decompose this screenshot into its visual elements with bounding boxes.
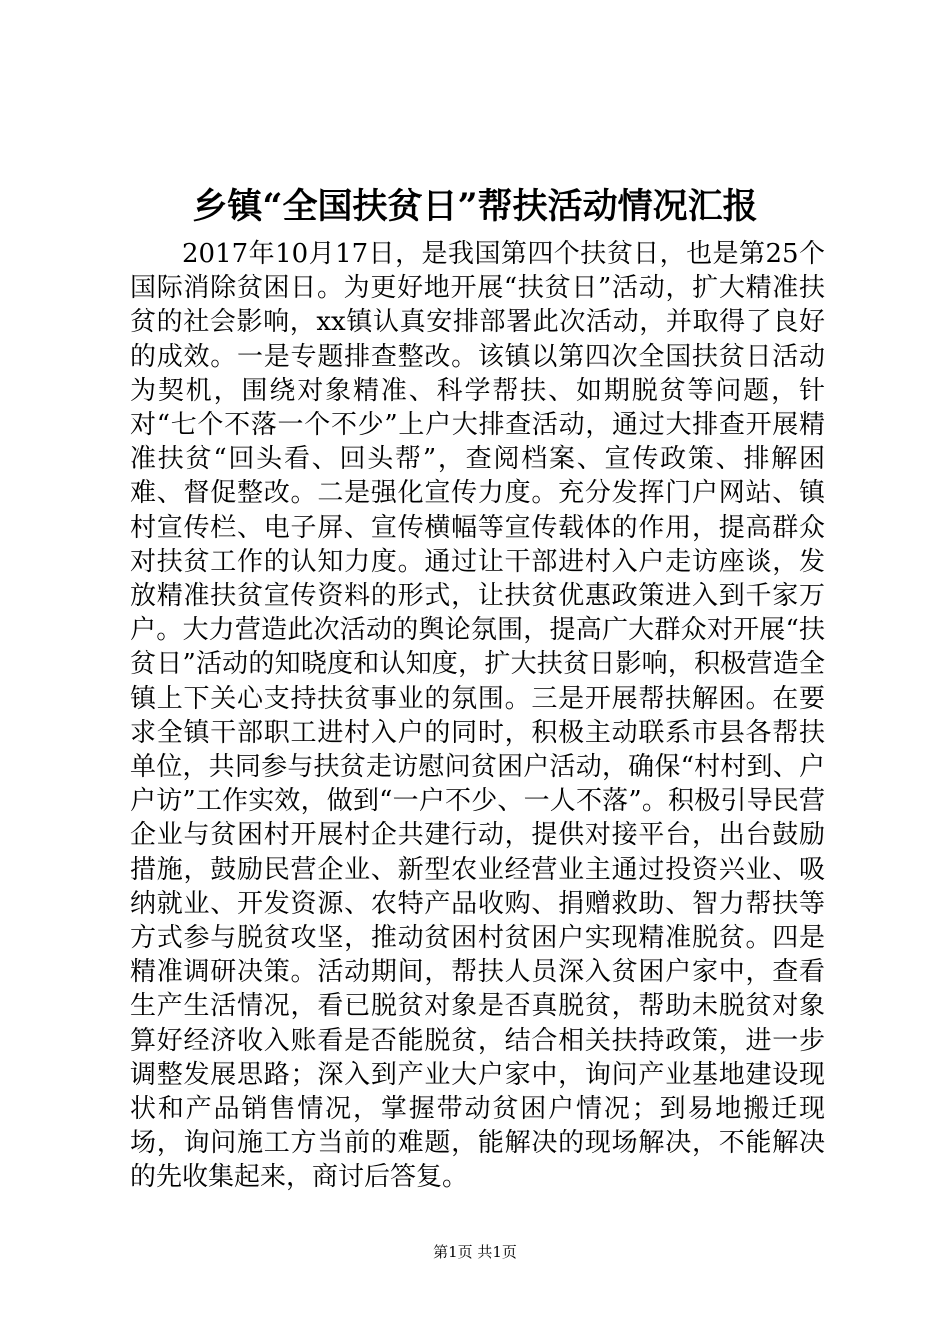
document-title: 乡镇“全国扶贫日”帮扶活动情况汇报 (192, 186, 758, 227)
page-number-footer: 第1页 共1页 (433, 1243, 517, 1261)
document-body-paragraph: 2017年10月17日，是我国第四个扶贫日，也是第25个国际消除贫困日。为更好地开展“扶贫日”活动，扩大精准扶贫的社会影响，xx镇认真安排部署此次活动，并取得了良好的成效。一是专题排查整改。该镇以第四次全国扶贫日活动为契机，围绕对象精准、科学帮扶、如期脱贫等问题，针对“七个不落一个不少”上户大排查活动，通过大排查开展精准扶贫“回头看、回头帮”，查阅档案、宣传政策、排解困难、督促整改。二是强化宣传力度。充分发挥门户网站、镇村宣传栏、电子屏、宣传横幅等宣传载体的作用，提高群众对扶贫工作的认知力度。通过让干部进村入户走访座谈，发放精准扶贫宣传资料的形式，让扶贫优惠政策进入到千家万户。大力营造此次活动的舆论氛围，提高广大群众对开展“扶贫日”活动的知晓度和认知度，扩大扶贫日影响，积极营造全镇上下关心支持扶贫事业的氛围。三是开展帮扶解困。在要求全镇干部职工进村入户的同时，积极主动联系市县各帮扶单位，共同参与扶贫走访慰问贫困户活动，确保“村村到、户户访”工作实效，做到“一户不少、一人不落”。积极引导民营企业与贫困村开展村企共建行动，提供对接平台，出台鼓励措施，鼓励民营企业、新型农业经营业主通过投资兴业、吸纳就业、开发资源、农特产品收购、捐赠救助、智力帮扶等方式参与脱贫攻坚，推动贫困村贫困户实现精准脱贫。四是精准调研决策。活动期间，帮扶人员深入贫困户家中，查看生产生活情况，看已脱贫对象是否真脱贫，帮助未脱贫对象算好经济收入账看是否能脱贫，结合相关扶持政策，进一步调整发展思路；深入到产业大户家中，询问产业基地建设现状和产品销售情况，掌握带动贫困户情况；到易地搬迁现场，询问施工方当前的难题，能解决的现场解决，不能解决的先收集起来，商讨后答复。 (130, 239, 825, 1193)
